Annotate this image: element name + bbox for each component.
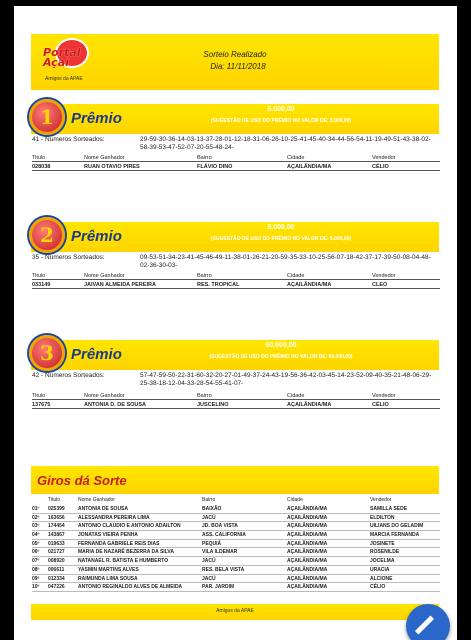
numbers-label: 35 - Numeros Sorteados: — [32, 254, 105, 261]
edit-fab-button[interactable] — [406, 604, 450, 640]
cell-titulo: 163656 — [48, 514, 65, 521]
cell-bairro: ASS. CALIFORNIA — [202, 532, 246, 539]
cell-vendedor: SAMILLA SEDE — [370, 506, 408, 512]
giros-title: Giros dá Sorte — [37, 473, 127, 488]
premio-suggestion: (SUGESTÃO DE USO DO PRÊMIO NO VALOR DE: 5.000,00) — [210, 118, 352, 124]
premio-value: 5.000,00 — [267, 224, 295, 231]
table-row — [32, 162, 440, 171]
premio-label: Prêmio — [71, 110, 122, 127]
cell-nome: YASMIN MARTINS ALVES — [78, 566, 139, 573]
premio-value: 5.000,00 — [267, 106, 295, 113]
cell-vendedor: CÉLIO — [372, 164, 389, 170]
numbers-value: 57-47-59-50-22-31-60-32-20-27-01-49-37-24-43-19-56-36-42-03-45-14-23-52-09-40-35-21-48-06-29-25-38-18-12-04-33-28-54-55-41-07- — [140, 372, 432, 387]
cell-cidade: AÇAILÂNDIA/MA — [287, 506, 328, 512]
medal-2-icon — [29, 217, 65, 253]
cell-nome: MARIA DE NAZARÉ BEZERRA DA SILVA — [78, 549, 174, 556]
col-bairro: Bairro — [197, 393, 212, 399]
cell-rank: 05º — [32, 540, 40, 547]
logo-text: Portal Açaí — [43, 46, 81, 69]
cell-rank: 03º — [32, 523, 40, 530]
table-header — [32, 496, 440, 505]
cell-vendedor: CÉLIO — [370, 584, 386, 591]
cell-bairro: RES. BELA VISTA — [202, 566, 245, 573]
medal-number: 1 — [40, 105, 54, 129]
cell-titulo: 012334 — [48, 575, 65, 582]
premio-2-table — [32, 272, 440, 289]
cell-cidade: AÇAILÂNDIA/MA — [287, 282, 332, 288]
draw-date: Dia: 11/11/2018 — [210, 62, 266, 71]
cell-bairro: PEQUIÁ — [202, 540, 222, 547]
cell-vendedor: ELDILTON — [370, 514, 395, 521]
cell-rank: 07º — [32, 558, 40, 565]
cell-bairro: FLÁVIO DINO — [197, 164, 233, 170]
cell-vendedor: CÉLIO — [372, 402, 389, 408]
cell-titulo: 025399 — [48, 506, 65, 512]
cell-titulo: 008920 — [48, 558, 65, 565]
col-titulo: Titulo — [32, 273, 46, 279]
table-row — [32, 522, 440, 531]
cell-titulo: 019633 — [48, 540, 65, 547]
pencil-icon — [415, 615, 434, 634]
table-header — [32, 154, 440, 162]
cell-nome: JAIVAN ALMEIDA PEREIRA — [84, 282, 156, 288]
col-vendedor: Vendedor — [372, 155, 396, 161]
table-header — [32, 392, 440, 400]
table-row — [32, 557, 440, 566]
col-titulo: Titulo — [32, 155, 46, 161]
col-bairro: Bairro — [197, 155, 212, 161]
cell-vendedor: JOSINETE — [370, 540, 395, 547]
cell-bairro: JACÚ — [202, 558, 216, 565]
col-vendedor: Vendedor — [372, 273, 396, 279]
premio-2-banner — [31, 222, 439, 252]
cell-rank: 09º — [32, 575, 40, 582]
cell-nome: ANTONIO REGINALDO ALVES DE ALMEIDA — [78, 584, 183, 591]
cell-cidade: AÇAILÂNDIA/MA — [287, 164, 332, 170]
cell-vendedor: MARCIA FERNANDA — [370, 532, 420, 539]
cell-vendedor: CLEO — [372, 282, 388, 288]
cell-rank: 06º — [32, 549, 40, 556]
cell-titulo: 028038 — [32, 164, 51, 170]
col-vendedor: Vendedor — [370, 497, 392, 503]
cell-bairro: PAR. JARDIM — [202, 584, 235, 591]
cell-nome: ANTONIO CLAUDIO E ANTONIO ADAILTON — [78, 523, 181, 530]
page-title: Sorteio Realizado — [203, 50, 267, 59]
premio-label: Prêmio — [71, 346, 122, 363]
premio-1-banner — [31, 104, 439, 134]
col-nome: Nome Ganhador — [84, 155, 125, 161]
cell-nome: ALESSANDRA PEREIRA LIMA — [78, 514, 150, 521]
cell-titulo: 047226 — [48, 584, 65, 591]
premio-3-table — [32, 392, 440, 409]
giros-table — [32, 496, 440, 592]
document-page — [14, 6, 457, 640]
cell-nome: JONATAS VIEIRA PENHA — [78, 532, 138, 539]
col-bairro: Bairro — [197, 273, 212, 279]
cell-cidade: AÇAILÂNDIA/MA — [287, 549, 328, 556]
col-titulo: Titulo — [48, 497, 61, 503]
cell-nome: FERNANDA GABRIELE REIS DIAS — [78, 540, 160, 547]
cell-cidade: AÇAILÂNDIA/MA — [287, 558, 328, 565]
medal-3-icon — [29, 335, 65, 371]
cell-rank: 10º — [32, 584, 40, 591]
table-row — [32, 400, 440, 409]
col-bairro: Bairro — [202, 497, 216, 503]
table-row — [32, 280, 440, 289]
numbers-value: 09-53-51-34-23-41-45-46-49-11-38-01-26-21-20-59-35-33-10-25-56-07-18-42-37-17-39-50-08-04-48-02-36-30-03- — [140, 254, 431, 269]
cell-vendedor: ALCIONE — [370, 575, 393, 582]
premio-value: 60.000,00 — [265, 342, 297, 349]
cell-titulo: 174454 — [48, 523, 65, 530]
cell-titulo: 021727 — [48, 549, 65, 556]
logo-subtitle: Amigos da APAE — [45, 76, 83, 82]
cell-cidade: AÇAILÂNDIA/MA — [287, 584, 328, 591]
table-row — [32, 531, 440, 540]
cell-rank: 08º — [32, 566, 40, 573]
table-row — [32, 548, 440, 557]
col-cidade: Cidade — [287, 393, 305, 399]
cell-vendedor: ROSENILDE — [370, 549, 400, 556]
col-nome: Nome Ganhador — [84, 393, 125, 399]
cell-nome: RUAN OTAVIO PIRES — [84, 164, 140, 170]
cell-nome: ANTONIA DE SOUSA — [78, 506, 129, 512]
numbers-label: 41 - Numeros Sorteados: — [32, 136, 105, 143]
cell-rank: 04º — [32, 532, 40, 539]
col-vendedor: Vendedor — [372, 393, 396, 399]
cell-nome: RAIMUNDA LIMA SOUSA — [78, 575, 138, 582]
cell-cidade: AÇAILÂNDIA/MA — [287, 523, 328, 530]
cell-titulo: 006611 — [48, 566, 65, 573]
cell-titulo: 137675 — [32, 402, 51, 408]
cell-nome: ANTONIA D. DE SOUSA — [84, 402, 147, 408]
medal-number: 2 — [40, 223, 54, 247]
cell-bairro: JD. BOA VISTA — [202, 523, 238, 530]
cell-vendedor: UILIANS DO GELADIM — [370, 523, 424, 530]
cell-cidade: AÇAILÂNDIA/MA — [287, 532, 328, 539]
portal-acai-logo — [41, 38, 101, 84]
footer-banner — [31, 604, 439, 620]
cell-nome: NATANAEL R. BATISTA E HUMBERTO — [78, 558, 169, 565]
medal-number: 3 — [40, 341, 54, 365]
cell-bairro: BAIXÃO — [202, 506, 222, 512]
header-banner — [31, 34, 439, 90]
cell-bairro: JUSCELINO — [197, 402, 229, 408]
cell-vendedor: URACIA — [370, 566, 390, 573]
cell-bairro: JACÚ — [202, 575, 216, 582]
cell-bairro: VILA ILDEMAR — [202, 549, 238, 556]
premio-suggestion: (SUGESTÃO DE USO DO PRÊMIO NO VALOR DE: 5.000,00) — [210, 236, 352, 242]
premio-label: Prêmio — [71, 228, 122, 245]
cell-bairro: RES. TROPICAL — [197, 282, 240, 288]
cell-titulo: 143867 — [48, 532, 65, 539]
table-row — [32, 514, 440, 523]
col-titulo: Titulo — [32, 393, 46, 399]
col-cidade: Cidade — [287, 273, 305, 279]
table-row — [32, 505, 440, 514]
cell-bairro: JACÚ — [202, 514, 216, 521]
table-row — [32, 575, 440, 584]
table-row — [32, 566, 440, 575]
cell-cidade: AÇAILÂNDIA/MA — [287, 514, 328, 521]
numbers-label: 42 - Numeros Sorteados: — [32, 372, 105, 379]
cell-cidade: AÇAILÂNDIA/MA — [287, 540, 328, 547]
table-row — [32, 583, 440, 592]
medal-1-icon — [29, 99, 65, 135]
col-nome: Nome Ganhador — [84, 273, 125, 279]
numbers-value: 29-59-30-36-14-03-13-37-28-01-12-18-31-06-26-10-25-41-45-40-34-44-56-54-11-19-49-51-43-38-02-58-39-53-47-52-07-20-55-48-24- — [140, 136, 431, 151]
cell-titulo: 033149 — [32, 282, 51, 288]
giros-banner — [31, 466, 439, 494]
col-cidade: Cidade — [287, 497, 303, 503]
table-row — [32, 540, 440, 549]
cell-cidade: AÇAILÂNDIA/MA — [287, 575, 328, 582]
cell-cidade: AÇAILÂNDIA/MA — [287, 566, 328, 573]
premio-1-table — [32, 154, 440, 171]
cell-vendedor: JOCELMA — [370, 558, 395, 565]
cell-cidade: AÇAILÂNDIA/MA — [287, 402, 332, 408]
footer-logo: Amigos da APAE — [216, 608, 254, 614]
col-cidade: Cidade — [287, 155, 305, 161]
premio-suggestion: (SUGESTÃO DE USO DO PRÊMIO NO VALOR DE: 60.000,00) — [209, 354, 353, 360]
premio-3-banner — [31, 340, 439, 370]
table-header — [32, 272, 440, 280]
col-nome: Nome Ganhador — [78, 497, 115, 503]
cell-rank: 02º — [32, 514, 40, 521]
cell-rank: 01º — [32, 506, 40, 512]
